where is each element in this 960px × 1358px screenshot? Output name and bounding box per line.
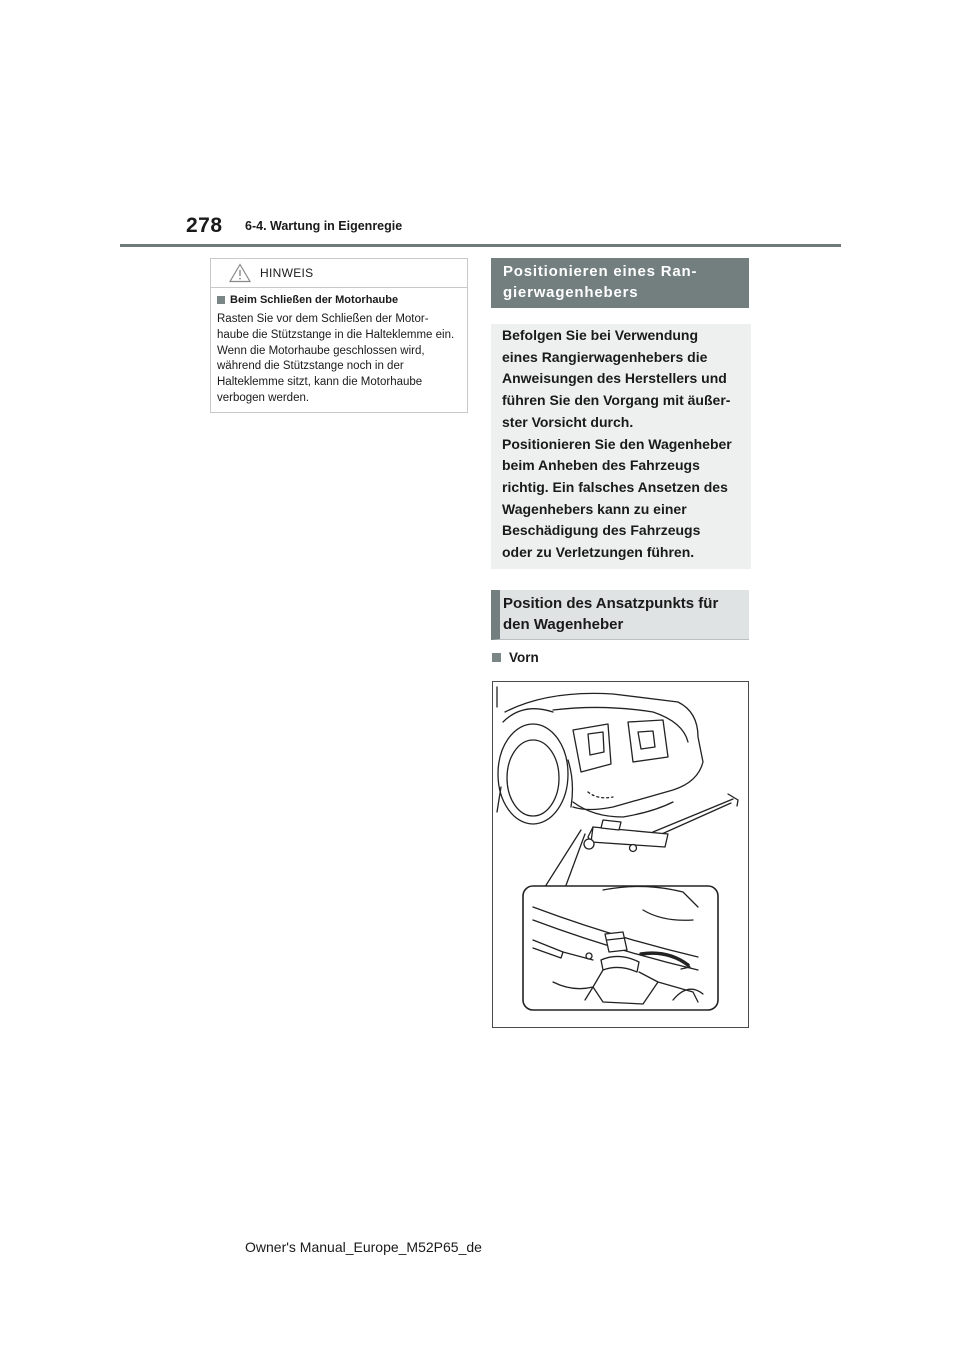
intro-line: richtig. Ein falsches Ansetzen des bbox=[502, 478, 728, 495]
intro-line: ster Vorsicht durch. bbox=[502, 413, 634, 430]
jack-intro-box bbox=[491, 324, 751, 569]
front-label-text: Vorn bbox=[509, 650, 539, 665]
intro-line: Beschädigung des Fahrzeugs bbox=[502, 522, 701, 539]
intro-line: beim Anheben des Fahrzeugs bbox=[502, 457, 700, 474]
square-bullet-icon bbox=[217, 296, 225, 304]
warning-triangle-icon bbox=[229, 263, 251, 283]
page-number: 278 bbox=[186, 214, 223, 237]
header-rule bbox=[120, 244, 841, 247]
section-title: 6-4. Wartung in Eigenregie bbox=[245, 219, 403, 233]
heading-line: den Wagenheber bbox=[503, 616, 624, 633]
jack-point-heading bbox=[491, 590, 749, 640]
intro-line: Wagenhebers kann zu einer bbox=[502, 500, 687, 517]
footer-text: Owner's Manual_Europe_M52P65_de bbox=[245, 1239, 482, 1255]
intro-line: führen Sie den Vorgang mit äußer- bbox=[502, 392, 731, 409]
intro-line: Positionieren Sie den Wagenheber bbox=[502, 435, 732, 452]
notice-box bbox=[210, 258, 468, 413]
notice-subheading bbox=[217, 294, 467, 306]
square-bullet-icon bbox=[492, 653, 501, 662]
vehicle-jack-drawing bbox=[493, 682, 748, 1027]
notice-subheading-text: Beim Schließen der Motorhaube bbox=[230, 294, 399, 306]
heading-line: Positionieren eines Ran- bbox=[503, 263, 698, 280]
intro-line: oder zu Verletzungen führen. bbox=[502, 544, 695, 561]
heading-line: Position des Ansatzpunkts für bbox=[503, 595, 719, 612]
jack-point-illustration bbox=[492, 681, 749, 1028]
intro-line: eines Rangierwagenhebers die bbox=[502, 348, 708, 365]
notice-header bbox=[211, 259, 467, 288]
intro-line: Anweisungen des Herstellers und bbox=[502, 370, 727, 387]
heading-line: gierwagenhebers bbox=[503, 284, 639, 301]
front-label bbox=[492, 650, 539, 665]
jack-positioning-heading bbox=[491, 258, 749, 308]
notice-body: Rasten Sie vor dem Schließen der Motor-haube die Stützstange in die Halteklemme ein. Wenn die Motorhaube geschlossen wird, während die Stützstange noch in der Halteklemme sitzt, kann die Motorhaube verbogen werden. bbox=[217, 313, 455, 404]
notice-label: HINWEIS bbox=[260, 266, 314, 280]
intro-line: Befolgen Sie bei Verwendung bbox=[502, 327, 699, 343]
